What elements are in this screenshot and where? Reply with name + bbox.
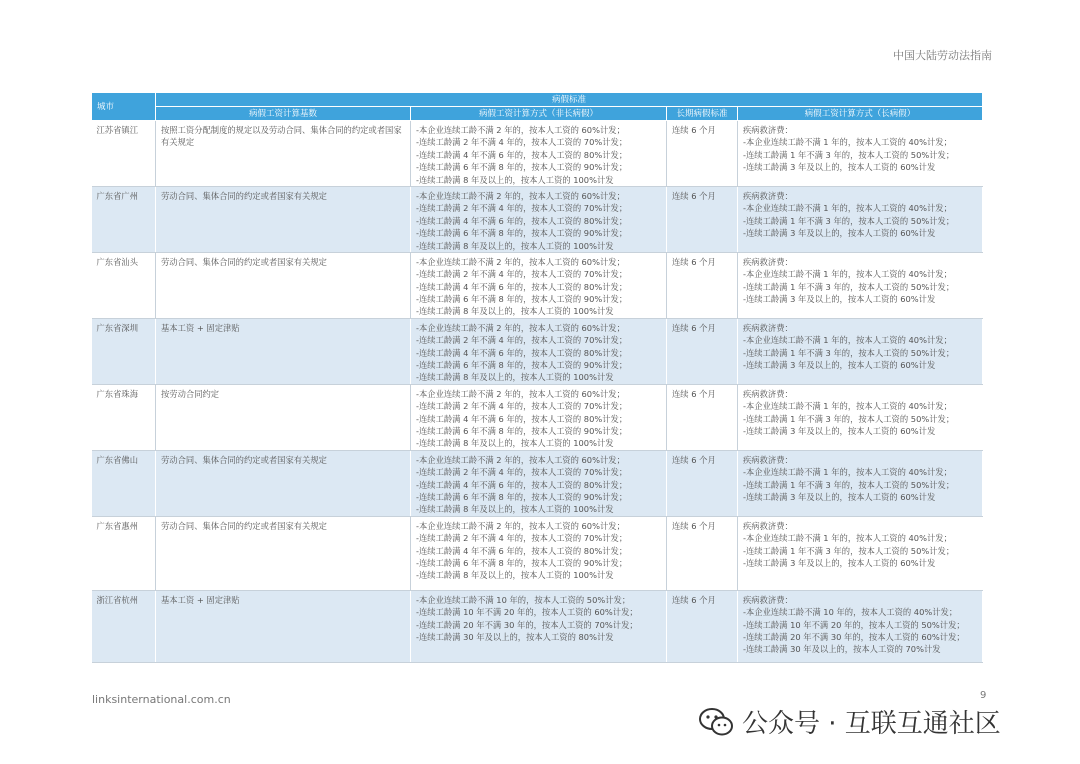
short-term-line: -本企业连续工龄不满 2 年的，按本人工资的 60%计发； xyxy=(416,388,625,399)
long-term-line: -连续工龄满 20 年不满 30 年的，按本人工资的 60%计发； xyxy=(743,631,965,642)
standard-cell xyxy=(667,384,738,450)
short-term-line: -连续工龄满 6 年不满 8 年的，按本人工资的 90%计发； xyxy=(416,360,628,371)
city-name: 广东省深圳 xyxy=(96,322,138,333)
long-term-line: -连续工龄满 1 年不满 3 年的，按本人工资的 50%计发； xyxy=(743,281,955,292)
base-cell xyxy=(156,318,411,384)
long-term-line: -本企业连续工龄不满 1 年的，按本人工资的 40%计发； xyxy=(743,137,952,148)
base-text: 按劳动合同约定 xyxy=(161,388,220,399)
table-row xyxy=(92,252,983,318)
short-term-line: -连续工龄满 2 年不满 4 年的，按本人工资的 70%计发； xyxy=(416,137,628,148)
wechat-icon xyxy=(698,707,734,737)
short-term-line: -连续工龄满 2 年不满 4 年的，按本人工资的 70%计发； xyxy=(416,203,628,214)
long-term-line: -本企业连续工龄不满 1 年的，按本人工资的 40%计发； xyxy=(743,401,952,412)
city-name: 广东省佛山 xyxy=(96,454,138,465)
short-term-line: -连续工龄满 2 年不满 4 年的，按本人工资的 70%计发； xyxy=(416,401,628,412)
table-row xyxy=(92,590,983,662)
long-term-cell xyxy=(738,516,983,590)
short-term-line: -本企业连续工龄不满 2 年的，按本人工资的 60%计发； xyxy=(416,256,625,267)
short-term-cell xyxy=(411,318,667,384)
short-term-line: -连续工龄满 4 年不满 6 年的，按本人工资的 80%计发； xyxy=(416,281,628,292)
table-row xyxy=(92,450,983,516)
page-number: 9 xyxy=(980,690,987,701)
long-term-line: 疾病救济费： xyxy=(743,454,793,465)
short-term-line: -连续工龄满 8 年及以上的，按本人工资的 100%计发 xyxy=(416,306,614,317)
long-term-line: 疾病救济费： xyxy=(743,594,793,605)
short-term-line: -本企业连续工龄不满 10 年的，按本人工资的 50%计发； xyxy=(416,594,631,605)
long-term-line: -本企业连续工龄不满 1 年的，按本人工资的 40%计发； xyxy=(743,335,952,346)
short-term-line: -连续工龄满 6 年不满 8 年的，按本人工资的 90%计发； xyxy=(416,294,628,305)
short-term-line: -连续工龄满 8 年及以上的，按本人工资的 100%计发 xyxy=(416,438,614,449)
column-header-long-term: 病假工资计算方式（长病假） xyxy=(738,107,983,121)
short-term-line: -连续工龄满 8 年及以上的，按本人工资的 100%计发 xyxy=(416,570,614,581)
city-name: 广东省惠州 xyxy=(96,520,138,531)
short-term-line: -连续工龄满 2 年不满 4 年的，按本人工资的 70%计发； xyxy=(416,533,628,544)
long-term-line: -连续工龄满 3 年及以上的，按本人工资的 60%计发 xyxy=(743,557,936,568)
short-term-cell xyxy=(411,516,667,590)
sick-leave-group-header: 病假标准 xyxy=(156,93,983,107)
short-term-line: -连续工龄满 8 年及以上的，按本人工资的 100%计发 xyxy=(416,504,614,515)
short-term-line: -连续工龄满 6 年不满 8 年的，按本人工资的 90%计发； xyxy=(416,228,628,239)
short-term-line: -连续工龄满 10 年不满 20 年的，按本人工资的 60%计发； xyxy=(416,607,638,618)
short-term-line: -连续工龄满 4 年不满 6 年的，按本人工资的 80%计发； xyxy=(416,347,628,358)
standard-text: 连续 6 个月 xyxy=(672,190,716,201)
short-term-line: -本企业连续工龄不满 2 年的，按本人工资的 60%计发； xyxy=(416,322,625,333)
city-cell xyxy=(92,318,156,384)
column-header-base: 病假工资计算基数 xyxy=(156,107,411,121)
standard-cell xyxy=(667,450,738,516)
base-cell xyxy=(156,252,411,318)
city-cell xyxy=(92,450,156,516)
column-header-long-term-standard: 长期病假标准 xyxy=(667,107,738,121)
base-text: 劳动合同、集体合同的约定或者国家有关规定 xyxy=(161,454,327,465)
city-cell xyxy=(92,590,156,662)
table-row xyxy=(92,516,983,590)
long-term-cell xyxy=(738,590,983,662)
short-term-line: -连续工龄满 8 年及以上的，按本人工资的 100%计发 xyxy=(416,372,614,383)
table-row xyxy=(92,384,983,450)
short-term-line: -本企业连续工龄不满 2 年的，按本人工资的 60%计发； xyxy=(416,520,625,531)
short-term-line: -连续工龄满 20 年不满 30 年的，按本人工资的 70%计发； xyxy=(416,619,638,630)
short-term-cell xyxy=(411,384,667,450)
long-term-line: 疾病救济费： xyxy=(743,125,793,135)
city-name: 广东省广州 xyxy=(96,190,138,201)
long-term-cell xyxy=(738,186,983,252)
base-text: 基本工资 + 固定津贴 xyxy=(161,322,240,333)
standard-text: 连续 6 个月 xyxy=(672,594,716,605)
base-text: 劳动合同、集体合同的约定或者国家有关规定 xyxy=(161,520,327,531)
document-header-title: 中国大陆劳动法指南 xyxy=(893,49,992,62)
long-term-cell xyxy=(738,318,983,384)
base-cell xyxy=(156,121,411,187)
base-cell xyxy=(156,590,411,662)
long-term-line: -连续工龄满 1 年不满 3 年的，按本人工资的 50%计发； xyxy=(743,149,955,160)
long-term-line: -连续工龄满 3 年及以上的，按本人工资的 60%计发 xyxy=(743,228,936,239)
base-text: 按照工资分配制度的规定以及劳动合同、集体合同的约定或者国家有关规定 xyxy=(161,125,402,148)
long-term-line: -本企业连续工龄不满 1 年的，按本人工资的 40%计发； xyxy=(743,533,952,544)
base-cell xyxy=(156,516,411,590)
short-term-line: -连续工龄满 4 年不满 6 年的，按本人工资的 80%计发； xyxy=(416,413,628,424)
long-term-line: -连续工龄满 1 年不满 3 年的，按本人工资的 50%计发； xyxy=(743,215,955,226)
short-term-line: -连续工龄满 6 年不满 8 年的，按本人工资的 90%计发； xyxy=(416,557,628,568)
long-term-cell xyxy=(738,252,983,318)
short-term-cell xyxy=(411,186,667,252)
city-cell xyxy=(92,384,156,450)
base-cell xyxy=(156,450,411,516)
footer-url: linksinternational.com.cn xyxy=(92,693,231,706)
short-term-cell xyxy=(411,590,667,662)
standard-text: 连续 6 个月 xyxy=(672,256,716,267)
standard-cell xyxy=(667,318,738,384)
short-term-line: -本企业连续工龄不满 2 年的，按本人工资的 60%计发； xyxy=(416,125,625,135)
long-term-line: -连续工龄满 3 年及以上的，按本人工资的 60%计发 xyxy=(743,294,936,305)
city-cell xyxy=(92,121,156,187)
city-name: 广东省珠海 xyxy=(96,388,138,399)
standard-cell xyxy=(667,186,738,252)
short-term-line: -连续工龄满 4 年不满 6 年的，按本人工资的 80%计发； xyxy=(416,545,628,556)
short-term-line: -连续工龄满 8 年及以上的，按本人工资的 100%计发 xyxy=(416,240,614,251)
short-term-line: -连续工龄满 2 年不满 4 年的，按本人工资的 70%计发； xyxy=(416,467,628,478)
long-term-line: 疾病救济费： xyxy=(743,190,793,201)
long-term-line: -本企业连续工龄不满 1 年的，按本人工资的 40%计发； xyxy=(743,269,952,280)
table-row xyxy=(92,186,983,252)
city-name: 江苏省镇江 xyxy=(96,125,138,135)
city-column-header: 城市 xyxy=(92,93,156,121)
sick-leave-table xyxy=(91,92,983,663)
standard-cell xyxy=(667,590,738,662)
base-cell xyxy=(156,384,411,450)
table-row xyxy=(92,318,983,384)
long-term-line: -连续工龄满 3 年及以上的，按本人工资的 60%计发 xyxy=(743,491,936,502)
standard-text: 连续 6 个月 xyxy=(672,125,716,135)
long-term-line: -连续工龄满 10 年不满 20 年的，按本人工资的 50%计发； xyxy=(743,619,965,630)
short-term-line: -连续工龄满 8 年及以上的，按本人工资的 100%计发 xyxy=(416,174,614,185)
long-term-line: -连续工龄满 30 年及以上的，按本人工资的 70%计发 xyxy=(743,644,941,655)
long-term-cell xyxy=(738,384,983,450)
city-name: 浙江省杭州 xyxy=(96,594,138,605)
long-term-line: -连续工龄满 1 年不满 3 年的，按本人工资的 50%计发； xyxy=(743,347,955,358)
long-term-line: -本企业连续工龄不满 1 年的，按本人工资的 40%计发； xyxy=(743,467,952,478)
base-text: 劳动合同、集体合同的约定或者国家有关规定 xyxy=(161,256,327,267)
long-term-line: 疾病救济费： xyxy=(743,256,793,267)
short-term-cell xyxy=(411,450,667,516)
short-term-line: -连续工龄满 4 年不满 6 年的，按本人工资的 80%计发； xyxy=(416,149,628,160)
table-body xyxy=(92,121,983,663)
watermark-text: 公众号 · 互联互通社区 xyxy=(742,709,1001,739)
table-row xyxy=(92,121,983,187)
standard-cell xyxy=(667,252,738,318)
short-term-line: -连续工龄满 6 年不满 8 年的，按本人工资的 90%计发； xyxy=(416,425,628,436)
standard-text: 连续 6 个月 xyxy=(672,454,716,465)
long-term-line: 疾病救济费： xyxy=(743,388,793,399)
long-term-cell xyxy=(738,450,983,516)
long-term-line: -连续工龄满 3 年及以上的，按本人工资的 60%计发 xyxy=(743,425,936,436)
city-cell xyxy=(92,252,156,318)
long-term-line: -连续工龄满 1 年不满 3 年的，按本人工资的 50%计发； xyxy=(743,545,955,556)
long-term-line: -本企业连续工龄不满 1 年的，按本人工资的 40%计发； xyxy=(743,203,952,214)
short-term-line: -本企业连续工龄不满 2 年的，按本人工资的 60%计发； xyxy=(416,190,625,201)
standard-cell xyxy=(667,121,738,187)
column-header-short-term: 病假工资计算方式（非长病假） xyxy=(411,107,667,121)
long-term-line: 疾病救济费： xyxy=(743,322,793,333)
long-term-line: 疾病救济费： xyxy=(743,520,793,531)
long-term-line: -连续工龄满 1 年不满 3 年的，按本人工资的 50%计发； xyxy=(743,479,955,490)
short-term-line: -连续工龄满 4 年不满 6 年的，按本人工资的 80%计发； xyxy=(416,479,628,490)
standard-text: 连续 6 个月 xyxy=(672,388,716,399)
city-cell xyxy=(92,516,156,590)
city-cell xyxy=(92,186,156,252)
short-term-line: -连续工龄满 4 年不满 6 年的，按本人工资的 80%计发； xyxy=(416,215,628,226)
short-term-cell xyxy=(411,121,667,187)
standard-text: 连续 6 个月 xyxy=(672,322,716,333)
long-term-line: -连续工龄满 3 年及以上的，按本人工资的 60%计发 xyxy=(743,360,936,371)
watermark xyxy=(698,703,1001,740)
long-term-line: -本企业连续工龄不满 10 年的，按本人工资的 40%计发； xyxy=(743,607,958,618)
base-text: 基本工资 + 固定津贴 xyxy=(161,594,240,605)
short-term-line: -本企业连续工龄不满 2 年的，按本人工资的 60%计发； xyxy=(416,454,625,465)
short-term-line: -连续工龄满 2 年不满 4 年的，按本人工资的 70%计发； xyxy=(416,335,628,346)
short-term-line: -连续工龄满 30 年及以上的，按本人工资的 80%计发 xyxy=(416,631,614,642)
base-cell xyxy=(156,186,411,252)
short-term-line: -连续工龄满 2 年不满 4 年的，按本人工资的 70%计发； xyxy=(416,269,628,280)
long-term-line: -连续工龄满 1 年不满 3 年的，按本人工资的 50%计发； xyxy=(743,413,955,424)
long-term-cell xyxy=(738,121,983,187)
base-text: 劳动合同、集体合同的约定或者国家有关规定 xyxy=(161,190,327,201)
short-term-line: -连续工龄满 6 年不满 8 年的，按本人工资的 90%计发； xyxy=(416,162,628,173)
standard-cell xyxy=(667,516,738,590)
short-term-cell xyxy=(411,252,667,318)
standard-text: 连续 6 个月 xyxy=(672,520,716,531)
city-name: 广东省汕头 xyxy=(96,256,138,267)
long-term-line: -连续工龄满 3 年及以上的，按本人工资的 60%计发 xyxy=(743,162,936,173)
short-term-line: -连续工龄满 6 年不满 8 年的，按本人工资的 90%计发； xyxy=(416,491,628,502)
